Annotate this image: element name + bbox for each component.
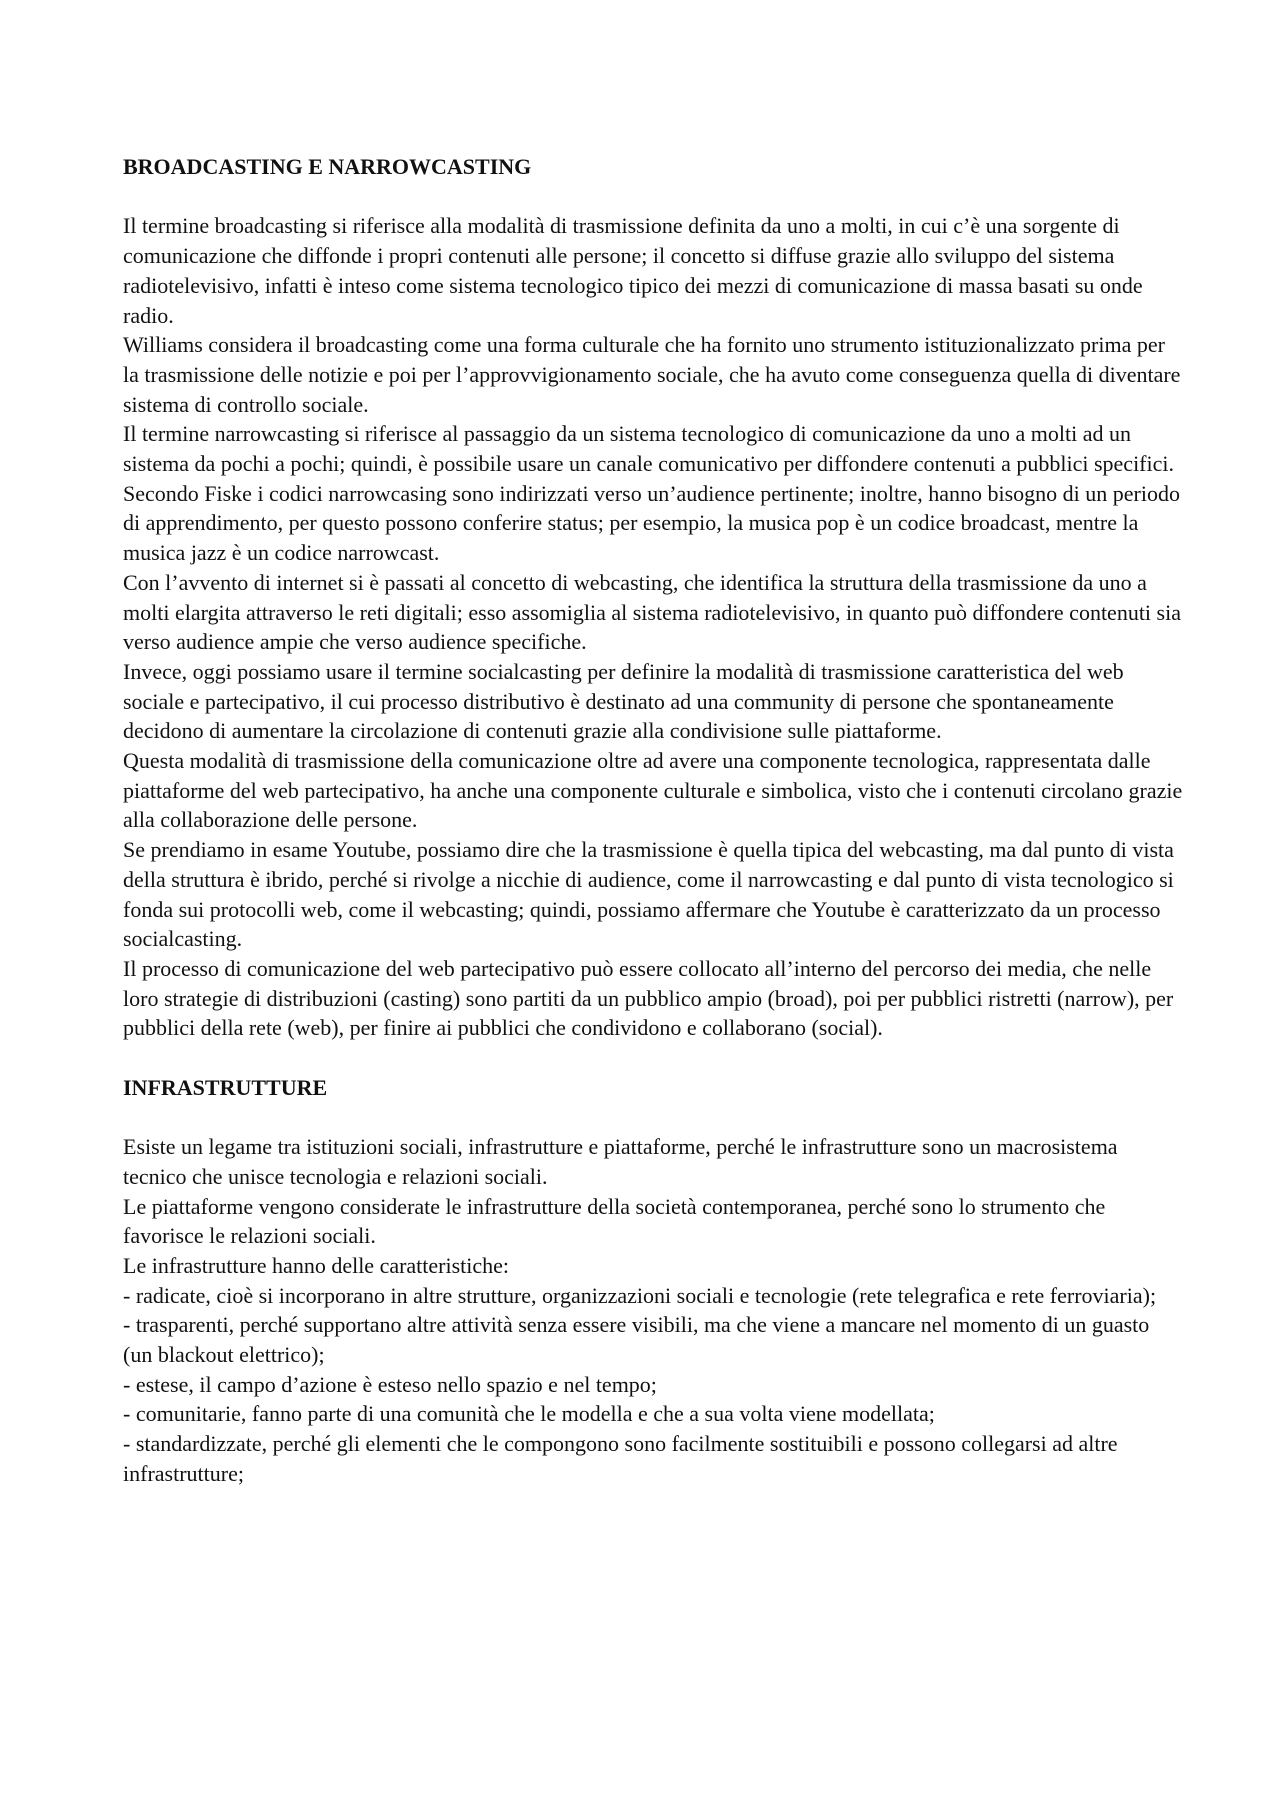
paragraph: Questa modalità di trasmissione della comunicazione oltre ad avere una componente tecnologica, rappresentata dalle piattaforme del web partecipativo, ha anche una componente culturale e simbolica, visto che i contenuti circolano grazie alla collaborazione delle persone. (123, 748, 1183, 833)
list-item: - estese, il campo d’azione è esteso nello spazio e nel tempo; (123, 1371, 657, 1397)
list-item: - comunitarie, fanno parte di una comunità che le modella e che a sua volta viene modellata; (123, 1401, 935, 1427)
document-page (123, 152, 1183, 1489)
section-heading: INFRASTRUTTURE (123, 1074, 328, 1100)
paragraph: Secondo Fiske i codici narrowcasing sono indirizzati verso un’audience pertinente; inoltre, hanno bisogno di un periodo di apprendimento, per questo possono conferire status; per esempio, la musica pop è un codice broadcast, mentre la musica jazz è un codice narrowcast. (123, 480, 1180, 566)
paragraph: Il termine narrowcasting si riferisce al passaggio da un sistema tecnologico di comunicazione da uno a molti ad un sistema da pochi a pochi; quindi, è possibile usare un canale comunicativo per diffondere contenuti a pubblici specifici. (123, 421, 1174, 477)
section-infrastrutture (123, 1073, 1183, 1489)
list-item: - radicate, cioè si incorporano in altre strutture, organizzazioni sociali e tecnologie (rete telegrafica e rete ferroviaria); (123, 1282, 1157, 1308)
paragraph: Se prendiamo in esame Youtube, possiamo dire che la trasmissione è quella tipica del webcasting, ma dal punto di vista della struttura è ibrido, perché si rivolge a nicchie di audience, come il narrowcasting e dal punto di vista tecnologico si fonda sui protocolli web, come il webcasting; quindi, possiamo affermare che Youtube è caratterizzato da un processo socialcasting. (123, 837, 1174, 952)
paragraph: Con l’avvento di internet si è passati al concetto di webcasting, che identifica la struttura della trasmissione da uno a molti elargita attraverso le reti digitali; esso assomiglia al sistema radiotelevisivo, in quanto può diffondere contenuti sia verso audience ampie che verso audience specifiche. (123, 569, 1181, 655)
list-item: - trasparenti, perché supportano altre attività senza essere visibili, ma che viene a mancare nel momento di un guasto (un blackout elettrico); (123, 1312, 1150, 1368)
paragraph: Williams considera il broadcasting come una forma culturale che ha fornito uno strumento istituzionalizzato prima per la trasmissione delle notizie e poi per l’approvvigionamento sociale, che ha avuto come conseguenza quella di diventare sistema di controllo sociale. (123, 332, 1181, 417)
list-item: - standardizzate, perché gli elementi che le compongono sono facilmente sostituibili e possono collegarsi ad altre infrastrutture; (123, 1431, 1118, 1486)
paragraph: Il termine broadcasting si riferisce alla modalità di trasmissione definita da uno a molti, in cui c’è una sorgente di comunicazione che diffonde i propri contenuti alle persone; il concetto si diffuse grazie allo sviluppo del sistema radiotelevisivo, infatti è inteso come sistema tecnologico tipico dei mezzi di comunicazione di massa basati su onde radio. (123, 213, 1143, 328)
paragraph: Il processo di comunicazione del web partecipativo può essere collocato all’interno del percorso dei media, che nelle loro strategie di distribuzioni (casting) sono partiti da un pubblico ampio (broad), poi per pubblici ristretti (narrow), per pubblici della rete (web), per finire ai pubblici che condividono e collaborano (social). (123, 955, 1174, 1041)
spacer (123, 182, 1183, 212)
section-heading: BROADCASTING E NARROWCASTING (123, 154, 532, 179)
paragraph: Esiste un legame tra istituzioni sociali, infrastrutture e piattaforme, perché le infrastrutture sono un macrosistema tecnico che unisce tecnologia e relazioni sociali. (123, 1134, 1118, 1189)
paragraph: Invece, oggi possiamo usare il termine socialcasting per definire la modalità di trasmissione caratteristica del web sociale e partecipativo, il cui processo distributivo è destinato ad una community di persone che spontaneamente decidono di aumentare la circolazione di contenuti grazie alla condivisione sulle piattaforme. (123, 658, 1124, 744)
paragraph: Le piattaforme vengono considerate le infrastrutture della società contemporanea, perché sono lo strumento che favorisce le relazioni sociali. (123, 1193, 1106, 1249)
section-broadcasting (123, 152, 1183, 1043)
paragraph: Le infrastrutture hanno delle caratteristiche: (123, 1252, 510, 1278)
spacer (123, 1043, 1183, 1073)
spacer (123, 1102, 1183, 1132)
